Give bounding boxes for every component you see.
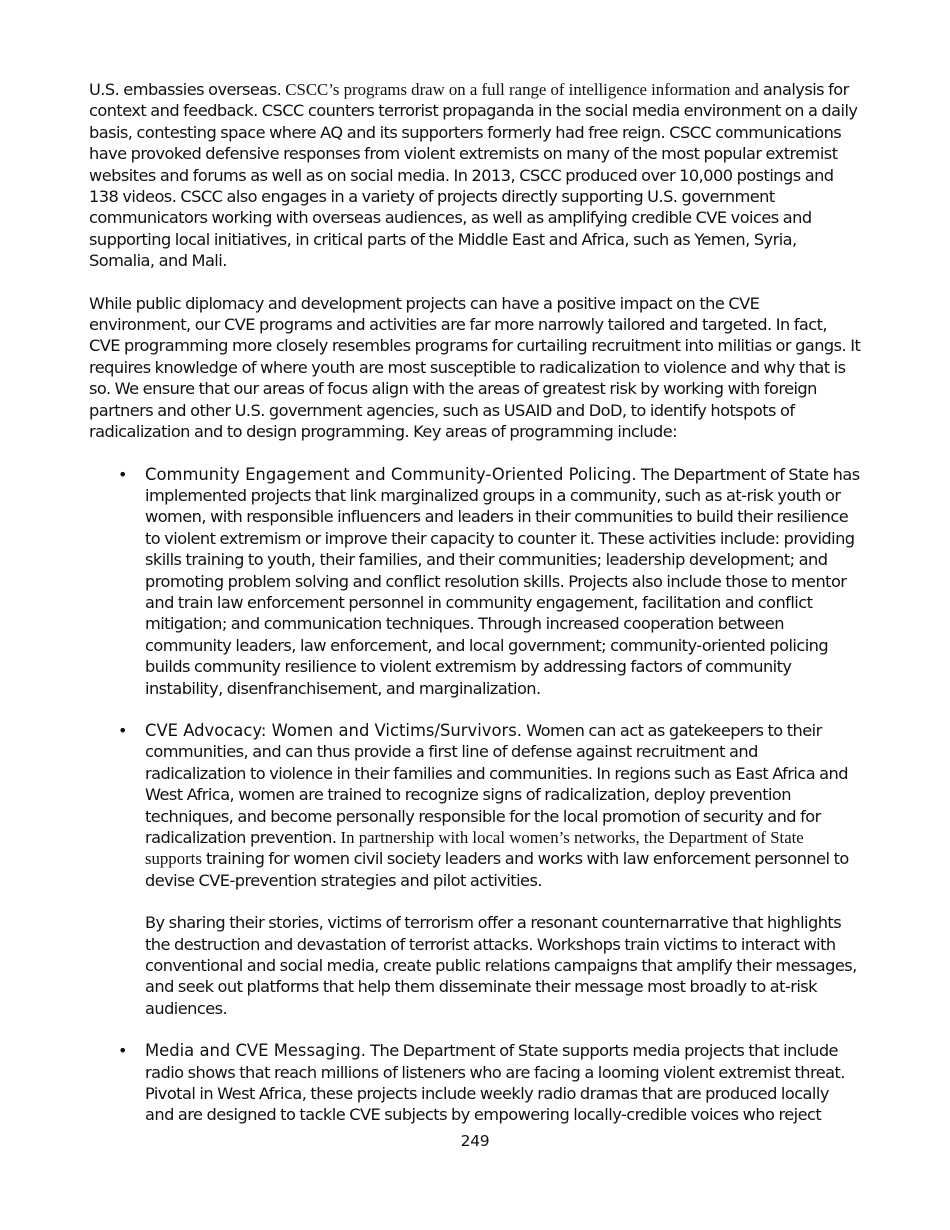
list-item-media-messaging: [89, 1040, 861, 1126]
bullet-text: The Department of State has implemented projects that link marginalized groups in a community, such as at-risk youth or women, with responsible influencers and leaders in their communities to build their resilience to violent extremism or improve their capacity to counter it. These activities include: providing skills training to youth, their families, and their communities; leadership development; and promoting problem solving and conflict resolution skills. Projects also include those to mentor and train law enforcement personnel in community engagement, facilitation and conflict mitigation; and communication techniques. Through increased cooperation between community leaders, law enforcement, and local government; community-oriented policing builds community resilience to violent extremism by addressing factors of community instability, disenfranchisement, and marginalization.: [145, 464, 860, 698]
list-item-cve-advocacy: [89, 720, 861, 1019]
intro-serif-text: CSCC’s programs draw on a full range of intelligence information and: [285, 80, 759, 99]
bullet-serif-text: In partnership with local women’s networks, the Department of State supports: [145, 828, 804, 869]
bullet-icon: •: [118, 720, 128, 740]
paragraph-cve-programs: While public diplomacy and development projects can have a positive impact on the CVE environment, our CVE programs and activities are far more narrowly tailored and targeted. In fact, CVE programming more closely resembles programs for curtailing recruitment into militias or gangs. It requires knowledge of where youth are most susceptible to radicalization to violence and why that is so. We ensure that our areas of focus align with the areas of greatest risk by working with foreign partners and other U.S. government agencies, such as USAID and DoD, to identify hotspots of radicalization and to design programming. Key areas of programming include:: [89, 293, 861, 442]
bullet-heading: Community Engagement and Community-Oriented Policing.: [145, 464, 637, 484]
page-content: [89, 79, 861, 1126]
bullet-icon: •: [118, 464, 128, 484]
bullet-text: The Department of State supports media projects that include radio shows that reach millions of listeners who are facing a looming violent extremist threat. Pivotal in West Africa, these projects include weekly radio dramas that are produced locally and are designed to tackle CVE subjects by empowering locally-credible voices who reject: [145, 1041, 845, 1125]
bullet-icon: •: [118, 1041, 128, 1061]
paragraph-cscc: [89, 79, 861, 272]
intro-rest: analysis for context and feedback. CSCC counters terrorist propaganda in the social media environment on a daily basis, contesting space where AQ and its supporters formerly had free reign. CSCC communications have provoked defensive responses from violent extremists on many of the most popular extremist websites and forums as well as on social media. In 2013, CSCC produced over 10,000 postings and 138 videos. CSCC also engages in a variety of projects directly supporting U.S. government communicators working with overseas audiences, as well as amplifying credible CVE voices and supporting local initiatives, in critical parts of the Middle East and Africa, such as Yemen, Syria, Somalia, and Mali.: [89, 80, 858, 271]
list-item-community-engagement: [89, 464, 861, 699]
bullet-subparagraph-victims: By sharing their stories, victims of terrorism offer a resonant counternarrative that highlights the destruction and devastation of terrorist attacks. Workshops train victims to interact with conventional and social media, create public relations campaigns that amplify their messages, and seek out platforms that help them disseminate their message most broadly to at-risk audiences.: [145, 913, 857, 1018]
bullet-text-continued: training for women civil society leaders and works with law enforcement personnel to devise CVE-prevention strategies and pilot activities.: [145, 849, 849, 890]
page-number: 249: [460, 1132, 490, 1150]
bullet-heading: CVE Advocacy: Women and Victims/Survivors.: [145, 720, 522, 740]
intro-lead: U.S. embassies overseas.: [89, 80, 282, 99]
bullet-heading: Media and CVE Messaging.: [145, 1041, 367, 1061]
bullet-text: Women can act as gatekeepers to their communities, and can thus provide a first line of defense against recruitment and radicalization to violence in their families and communities. In regions such as East Africa and West Africa, women are trained to recognize signs of radicalization, deploy prevention techniques, and become personally responsible for the local promotion of security and for radicalization prevention.: [145, 720, 848, 847]
